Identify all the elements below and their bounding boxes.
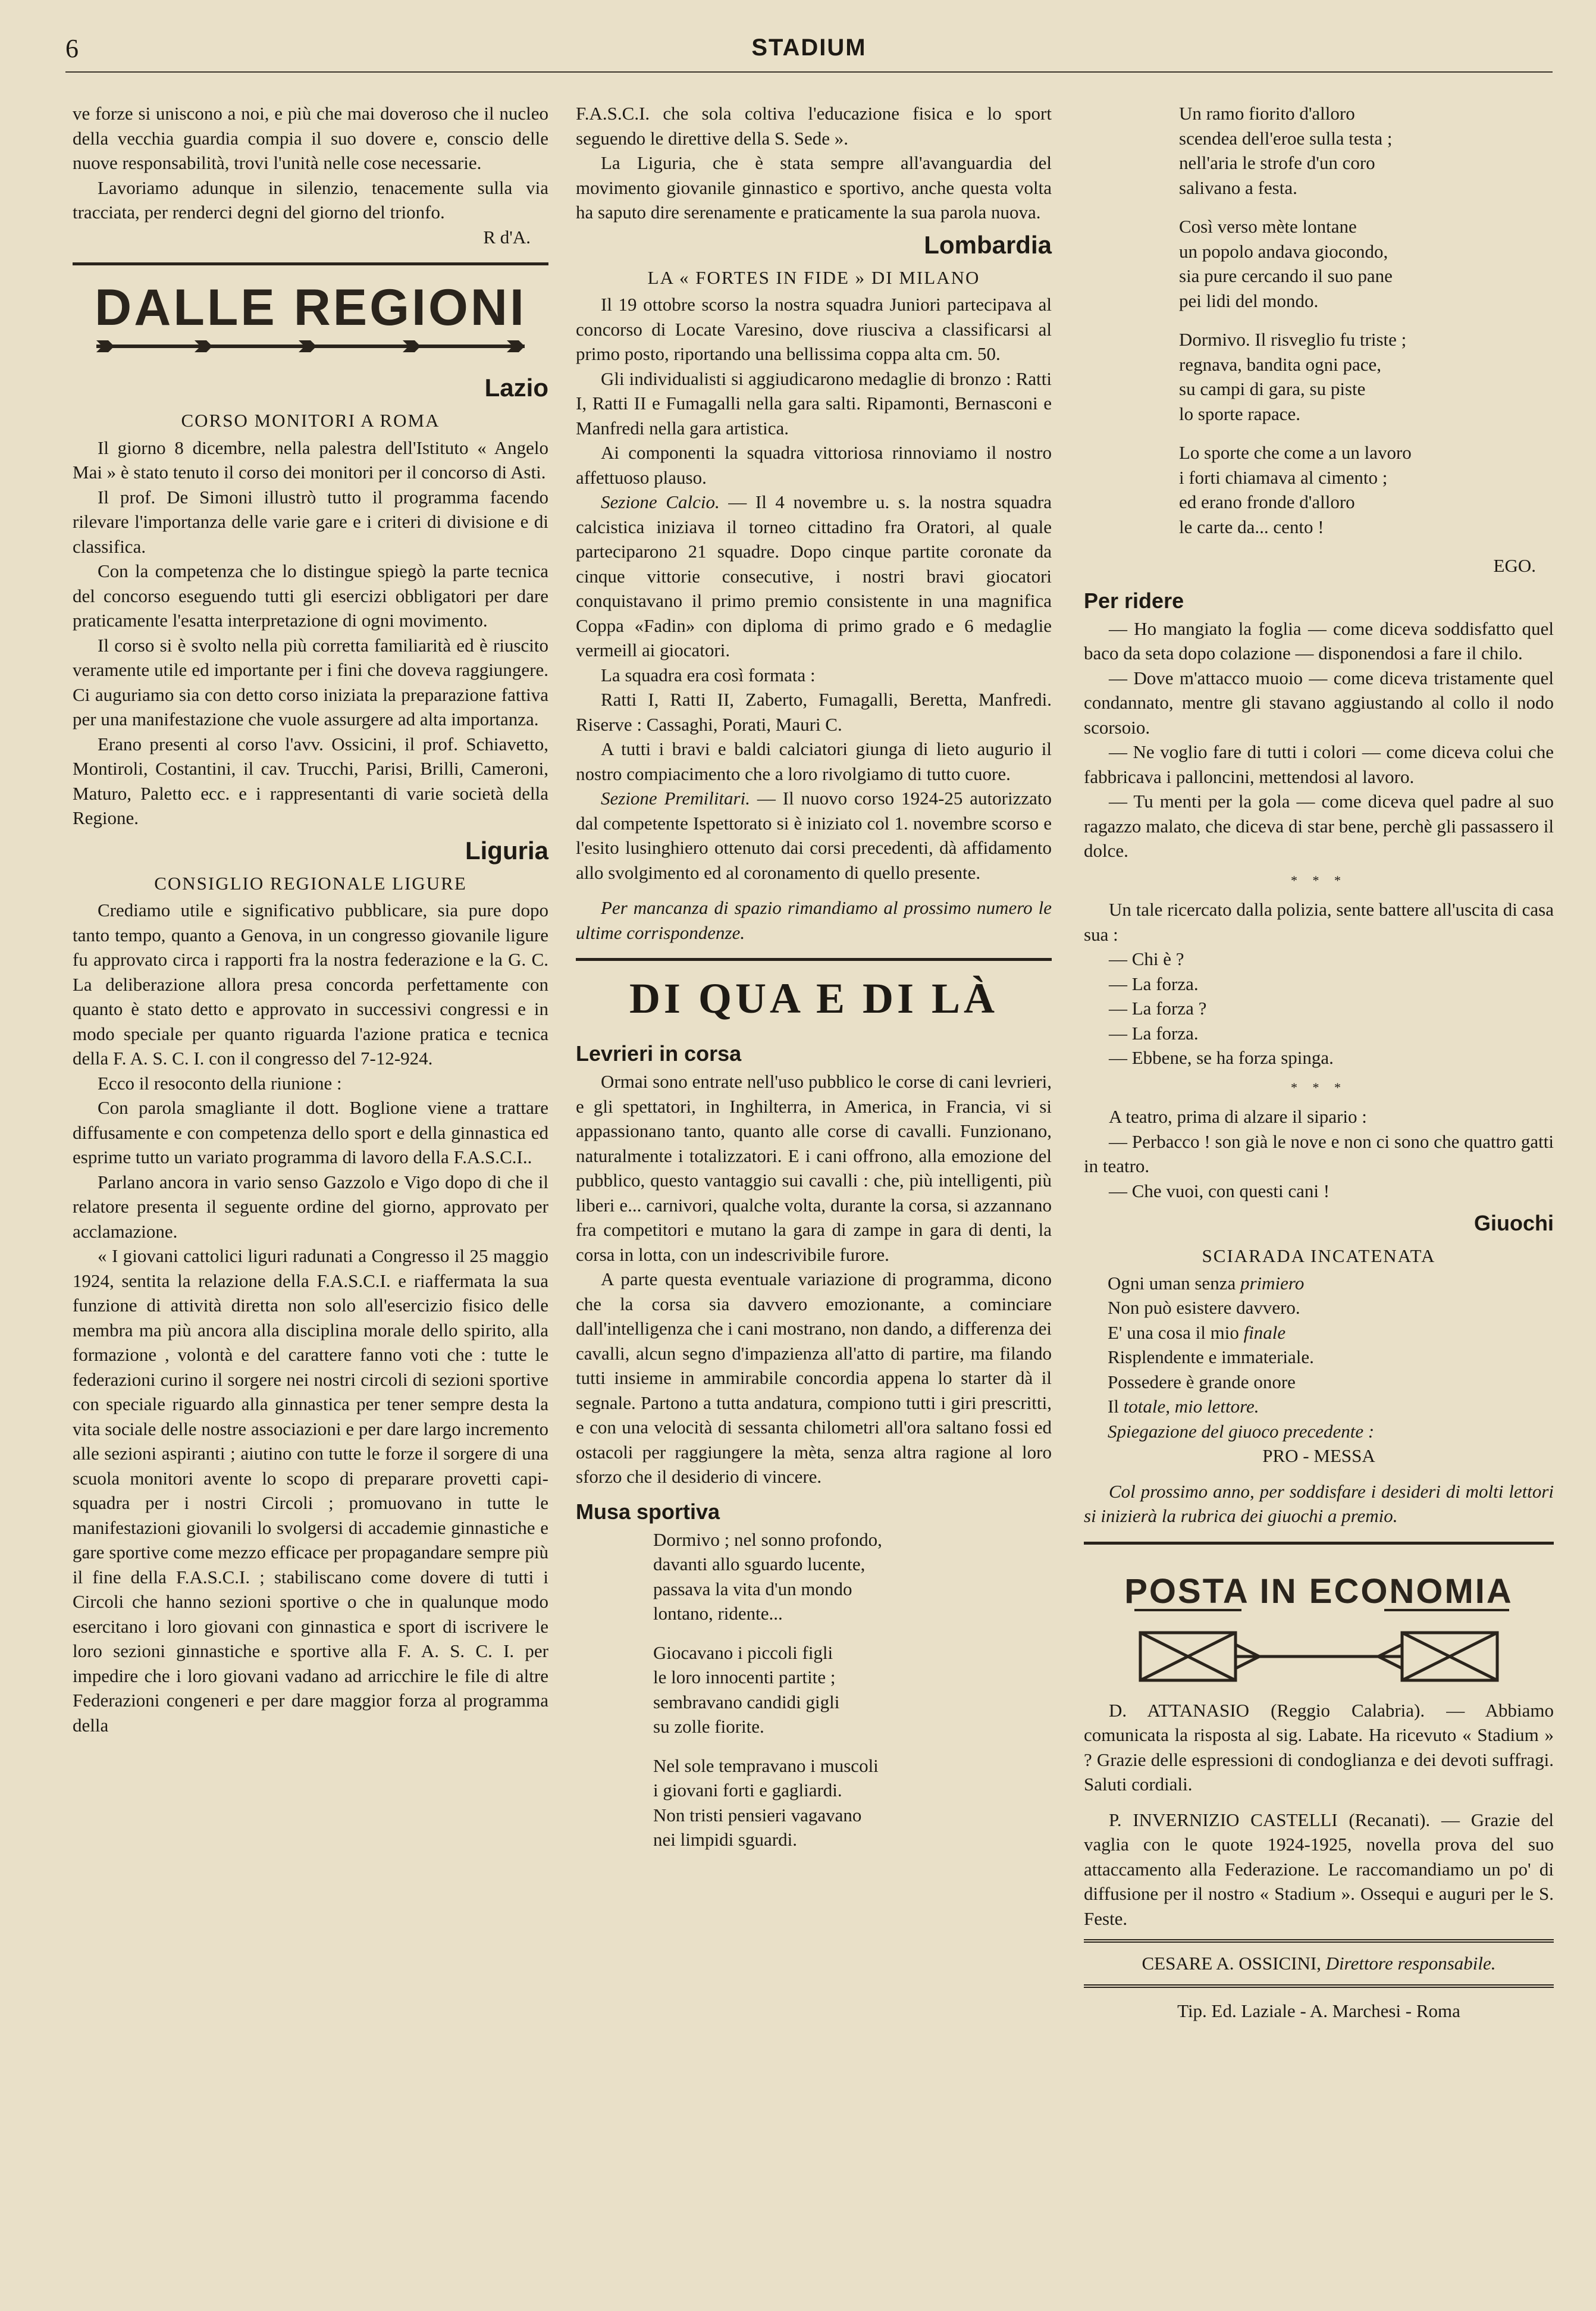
verse: su zolle fiorite.	[653, 1716, 764, 1737]
charade-line: Spiegazione del giuoco precedente :	[1108, 1420, 1375, 1442]
subheading: CONSIGLIO REGIONALE LIGURE	[154, 872, 467, 894]
paragraph: Ormai sono entrate nell'uso pubblico le corse di cani levrieri, e gli spettatori, in Inghilterra, in America, in Francia, vi si appassionano tanto, quanto alle corse di cavalli. Funzionano, naturalmente i totalizzatori. E i cani offrono, alla emozione del pubblico, questo vantaggio sui cavalli : che, più intelligenti, più liberi e... carnivori, qualche volta, durante la corsa, si azzannano fra competitori e mutano la gara di zampe in gara di denti, la corsa in lotta, con un indescrivibile furore.	[576, 1071, 1052, 1265]
charade-line: Risplendente e immateriale.	[1108, 1346, 1314, 1367]
article-heading: Levrieri in corsa	[576, 1041, 742, 1066]
dialog-line: — La forza.	[1109, 973, 1199, 994]
verse: nei limpidi sguardi.	[653, 1829, 797, 1850]
separator-stars: * * *	[1291, 872, 1347, 888]
region-heading: Lazio	[484, 374, 548, 402]
charade-answer: PRO - MESSA	[1262, 1445, 1375, 1466]
director-name: CESARE A. OSSICINI,	[1142, 1953, 1321, 1974]
charade-keyword: totale, mio lettore.	[1123, 1396, 1259, 1417]
director-role: Direttore responsabile.	[1325, 1953, 1496, 1974]
paragraph	[576, 786, 1052, 885]
stanza	[1179, 440, 1554, 539]
divider	[73, 262, 548, 265]
paragraph	[576, 490, 1052, 663]
article-heading: Giuochi	[1474, 1211, 1554, 1235]
column-1	[73, 101, 548, 1737]
page-number: 6	[65, 34, 79, 63]
posta-title-text: POSTA IN ECONOMIA	[1124, 1571, 1513, 1611]
recipient-name: D. ATTANASIO (Reggio Calabria).	[1109, 1699, 1425, 1721]
paragraph: A tutti i bravi e baldi calciatori giunga di lieto augurio il nostro compiacimento che a loro rivolgiamo di tutto cuore.	[576, 738, 1052, 784]
article-heading: Musa sportiva	[576, 1499, 720, 1524]
letter-reply	[1084, 1698, 1554, 1797]
paragraph: Con parola smagliante il dott. Boglione viene a trattare diffusamente e con competenza dello sport e della ginnastica ed esprime tutto un variato programma di lavoro della F.A.S.C.I..	[73, 1097, 548, 1167]
separator-stars: * * *	[1291, 1079, 1347, 1095]
signature: R d'A.	[483, 226, 531, 248]
paragraph: Parlano ancora in vario senso Gazzolo e Vigo dopo di che il relatore presenta il seguente ordine del giorno, approvato per acclamazione.	[73, 1171, 548, 1242]
verse: Nel sole tempravano i muscoli	[653, 1755, 879, 1776]
paragraph: — Ne voglio fare di tutti i colori — come diceva colui che fabbricava i palloncini, mettendosi al lavoro.	[1084, 741, 1554, 787]
verse: regnava, bandita ogni pace,	[1179, 353, 1381, 375]
paragraph: Il giorno 8 dicembre, nella palestra dell'Istituto « Angelo Mai » è stato tenuto il corso dei monitori per il concorso di Asti.	[73, 437, 548, 483]
dalle-regioni-heading	[84, 276, 537, 365]
verse: Dormivo. Il risveglio fu triste ;	[1179, 329, 1407, 350]
verse: Giocavano i piccoli figli	[653, 1642, 833, 1663]
region-heading: Lombardia	[924, 230, 1052, 259]
di-qua-e-di-la-heading: DI QUA E DI LÀ	[629, 975, 999, 1022]
article-heading: Per ridere	[1084, 588, 1184, 613]
column-3	[1084, 101, 1554, 2023]
header-rule	[65, 71, 1553, 73]
charade-keyword: primiero	[1240, 1272, 1305, 1294]
subheading: LA « FORTES IN FIDE » DI MILANO	[647, 267, 980, 288]
section-label: Sezione Calcio.	[601, 491, 720, 512]
paragraph: — Che vuoi, con questi cani !	[1109, 1180, 1330, 1201]
stanza	[1179, 327, 1554, 426]
reply-text: — Grazie del vaglia con le quote 1924-1925, novella prova del suo attaccamento alla Federazione. Le raccomandiamo un po' di diffusione per il nostro « Stadium ». Ossequi e auguri per le S. Feste.	[1084, 1809, 1554, 1929]
verse: Così verso mète lontane	[1179, 216, 1357, 237]
column-2	[576, 101, 1052, 1867]
paragraph-text: — Il 4 novembre u. s. la nostra squadra calcistica iniziava il torneo cittadino fra Oratori, al quale parteciparono 21 squadre. Dopo cinque partite coronate da cinque vittorie consecutive, i nostri bravi giocatori conquistavano il primo premio consistente in una magnifica Coppa «Fadin» con diploma di primo grado e 6 medaglie vermeill ai giocatori.	[576, 491, 1052, 660]
stanza	[653, 1640, 1052, 1739]
verse: lo sporte rapace.	[1179, 403, 1300, 424]
verse: passava la vita d'un mondo	[653, 1578, 852, 1599]
letter-reply	[1084, 1808, 1554, 1931]
verse: davanti allo sguardo lucente,	[653, 1554, 866, 1574]
verse: su campi di gara, su piste	[1179, 378, 1366, 399]
poem-continued	[1084, 101, 1554, 539]
paragraph: Il 19 ottobre scorso la nostra squadra Juniori partecipava al concorso di Locate Varesino, dove riusciva a classificarsi al primo posto, riportando una bellissima coppa alta cm. 50.	[576, 294, 1052, 364]
verse: i giovani forti e gagliardi.	[653, 1780, 842, 1800]
verse: un popolo andava giocondo,	[1179, 240, 1388, 262]
envelope-icon	[1140, 1633, 1497, 1680]
section-label: Sezione Premilitari.	[601, 788, 750, 809]
paragraph: Ecco il resoconto della riunione :	[98, 1072, 342, 1094]
paragraph: F.A.S.C.I. che sola coltiva l'educazione fisica e lo sport seguendo le direttive della S. Sede ».	[576, 103, 1052, 149]
verse: lontano, ridente...	[653, 1603, 783, 1624]
verse: Non tristi pensieri vagavano	[653, 1804, 862, 1825]
paragraph: Ratti I, Ratti II, Zaberto, Fumagalli, Beretta, Manfredi. Riserve : Cassaghi, Porati, Mauri C.	[576, 689, 1052, 735]
paragraph: Un tale ricercato dalla polizia, sente battere all'uscita di casa sua :	[1084, 899, 1554, 945]
verse: i forti chiamava al cimento ;	[1179, 466, 1388, 488]
stanza	[653, 1753, 1052, 1852]
charade-line	[1108, 1271, 1554, 1296]
paragraph: Con la competenza che lo distingue spiegò la parte tecnica del concorso eseguendo tutti gli esercizi obbligatori per dare praticamente l'esatta interpretazione di ogni movimento.	[73, 560, 548, 631]
verse: scendea dell'eroe sulla testa ;	[1179, 127, 1393, 149]
charade-text: Il	[1108, 1396, 1124, 1417]
divider	[1084, 1984, 1554, 1988]
director-line	[1084, 1951, 1554, 1976]
region-heading: Liguria	[465, 836, 548, 865]
paragraph-text: — Il nuovo corso 1924-25 autorizzato dal competente Ispettorato si è iniziato col 1. novembre scorso e l'esito lusinghiero ottenuto dai corsi precedenti, dà affidamento allo svolgimento ed al coronamento di quello presente.	[576, 788, 1052, 883]
paragraph: — Perbacco ! son già le nove e non ci sono che quattro gatti in teatro.	[1084, 1131, 1554, 1176]
divider	[1084, 1939, 1554, 1943]
verse: Dormivo ; nel sonno profondo,	[653, 1529, 882, 1550]
posta-in-economia-heading	[1105, 1555, 1533, 1692]
verse: Lo sporte che come a un lavoro	[1179, 442, 1412, 463]
charade-line: Possedere è grande onore	[1108, 1371, 1296, 1392]
recipient-name: P. INVERNIZIO CASTELLI (Recanati).	[1109, 1809, 1431, 1830]
charade-line	[1108, 1320, 1554, 1345]
paragraph: Gli individualisti si aggiudicarono medaglie di bronzo : Ratti I, Ratti II e Fumagalli nella gara salti. Ripamonti, Bernasconi e Manfredi nella gara artistica.	[576, 368, 1052, 439]
divider	[576, 958, 1052, 961]
charade-text: Ogni uman senza	[1108, 1272, 1240, 1294]
charade-line: Non può esistere davvero.	[1108, 1297, 1300, 1318]
paragraph: ve forze si uniscono a noi, e più che mai doveroso che il nucleo della vecchia guardia compia il suo dovere e, conscio delle nuove responsabilità, trovi l'unità nelle cose necessarie.	[73, 103, 548, 173]
paragraph: Ai componenti la squadra vittoriosa rinnoviamo il nostro affettuoso plauso.	[576, 442, 1052, 488]
dialog-line: — La forza ?	[1109, 998, 1207, 1019]
subheading: SCIARADA INCATENATA	[1202, 1245, 1436, 1266]
charade-line	[1108, 1394, 1554, 1419]
verse: salivano a festa.	[1179, 177, 1297, 198]
charade-text: E' una cosa il mio	[1108, 1322, 1244, 1343]
poem	[576, 1527, 1052, 1852]
editorial-note: Col prossimo anno, per soddisfare i desideri di molti lettori si inizierà la rubrica dei giuochi a premio.	[1084, 1480, 1554, 1526]
paragraph: « I giovani cattolici liguri radunati a Congresso il 25 maggio 1924, sentita la relazione della F.A.S.C.I. e riaffermata la sua funzione di attività diretta non solo all'esercizio fisico delle membra ma più ancora alla disciplina morale dello spirito, alla formazione , volontà e del carattere fanno voti che : tutte le federazioni curino il sorgere nei nostri circoli di sezioni sportive con speciale riguardo alla ginnastica per tener sempre desta la vita sociale delle nostre associazioni e per dare largo incremento alle sezioni aspiranti ; aiutino con tutte le forze il sorgere di una scuola monitori avente lo scopo di preparare provetti capi-squadra per i nostri Circoli ; promuovano in tutte le manifestazioni giovanili lo svolgersi di accademie ginnastiche e gare sportive come mezzo efficace per propagandare sempre più il fine della F.A.S.C.I. ; stabiliscano come dovere di tutti i Circoli che hanno sezioni sportive o che in qualunque modo esercitano i loro giovani con ginnastica e sport di iscrivere le loro sezioni ginnastiche e sportive alla F. A. S. C. I. per impedire che i loro giovani vadano ad arricchire le file di altre Federazioni congeneri e per dare maggior forza al programma della	[73, 1245, 548, 1736]
verse: sembravano candidi gigli	[653, 1691, 840, 1712]
charade-keyword: finale	[1243, 1322, 1286, 1343]
paragraph: Erano presenti al corso l'avv. Ossicini, il prof. Schiavetto, Montiroli, Costantini, il cav. Trucchi, Parisi, Brilli, Cameroni, Maturo, Paletto ecc. e i rappresentanti di varie società della Regione.	[73, 733, 548, 828]
paragraph: — Dove m'attacco muoio — come diceva tristamente quel condannato, mentre gli stavano aggiustando al collo il nodo scorsoio.	[1084, 667, 1554, 738]
subheading: CORSO MONITORI A ROMA	[181, 410, 440, 431]
dialog-line: — Ebbene, se ha forza spinga.	[1109, 1047, 1334, 1068]
paragraph: A parte questa eventuale variazione di programma, dicono che la corsa sia davvero emozionante, a cominciare dall'intelligenza che i cani mostrano, non dando, a differenza dei cavalli, alcun segno d'impazienza all'atto di partire, ma filando tutti insieme in ammirabile concordia appena lo starter dà il segnale. Partono a tutta andatura, compiono tutti i giri prescritti, e con una velocità di sessanta chilometri all'ora saltano fossi ed ostacoli per raggiungere la mèta, senza altra ragione al loro sforzo che il desiderio di vincere.	[576, 1269, 1052, 1487]
paragraph: A teatro, prima di alzare il sipario :	[1109, 1106, 1367, 1127]
reply-text: — Abbiamo comunicata la risposta al sig. Labate. Ha ricevuto « Stadium » ? Grazie delle espressioni di condoglianza e dei devoti suffragi. Saluti cordiali.	[1084, 1699, 1554, 1795]
stanza	[1179, 214, 1554, 313]
stanza	[1179, 101, 1554, 200]
paragraph: Lavoriamo adunque in silenzio, tenacemente sulla via tracciata, per renderci degni del giorno del trionfo.	[73, 177, 548, 223]
paragraph: Il corso si è svolto nella più corretta familiarità ed è riuscito veramente utile ed importante per i fini che doveva raggiungere. Ci auguriamo sia con detto corso iniziata la preparazione fattiva per una manifestazione che vuole assurgere ad alta importanza.	[73, 634, 548, 729]
verse: le carte da... cento !	[1179, 516, 1324, 537]
verse: nell'aria le strofe d'un coro	[1179, 152, 1375, 173]
masthead-title: STADIUM	[751, 35, 867, 61]
verse: le loro innocenti partite ;	[653, 1667, 836, 1687]
dialog-line: — Chi è ?	[1109, 948, 1184, 969]
page-header	[65, 30, 1553, 71]
verse: Un ramo fiorito d'alloro	[1179, 103, 1355, 124]
paragraph: Crediamo utile e significativo pubblicare, sia pure dopo tanto tempo, quanto a Genova, in un congresso giovanile ligure fu approvato circa i rapporti fra la nostra federazione e la G. C. La deliberazione allora presa concorda perfettamente con quanto è stato detto e approvato in successivi congressi e in modo speciale per quanto riguarda l'azione pratica e tecnica della F. A. S. C. I. con il congresso del 7-12-924.	[73, 900, 548, 1069]
paragraph: La Liguria, che è stata sempre all'avanguardia del movimento giovanile ginnastico e sportivo, anche questa volta ha saputo dire serenamente e praticamente la sua parola nuova.	[576, 152, 1052, 223]
stanza	[653, 1527, 1052, 1626]
verse: pei lidi del mondo.	[1179, 290, 1319, 311]
signature: EGO.	[1493, 555, 1536, 576]
editorial-note: Per mancanza di spazio rimandiamo al prossimo numero le ultime corrispondenze.	[576, 897, 1052, 943]
divider	[1084, 1542, 1554, 1545]
paragraph: Il prof. De Simoni illustrò tutto il programma facendo rilevare l'importanza delle varie gare e i criteri di divisione e di classifica.	[73, 486, 548, 557]
verse: ed erano fronde d'alloro	[1179, 491, 1355, 512]
verse: sia pure cercando il suo pane	[1179, 265, 1393, 286]
paragraph: — Ho mangiato la foglia — come diceva soddisfatto quel baco da seta dopo colazione — disponendosi a fare il chilo.	[1084, 618, 1554, 663]
printer-line: Tip. Ed. Laziale - A. Marchesi - Roma	[1177, 2000, 1460, 2021]
dialog-line: — La forza.	[1109, 1022, 1199, 1044]
paragraph: La squadra era così formata :	[601, 664, 816, 685]
dalle-regioni-text: DALLE REGIONI	[95, 279, 526, 336]
paragraph: — Tu menti per la gola — come diceva quel padre al suo ragazzo malato, che diceva di star bene, perchè gli passassero il dolce.	[1084, 791, 1554, 861]
charade	[1084, 1271, 1554, 1444]
